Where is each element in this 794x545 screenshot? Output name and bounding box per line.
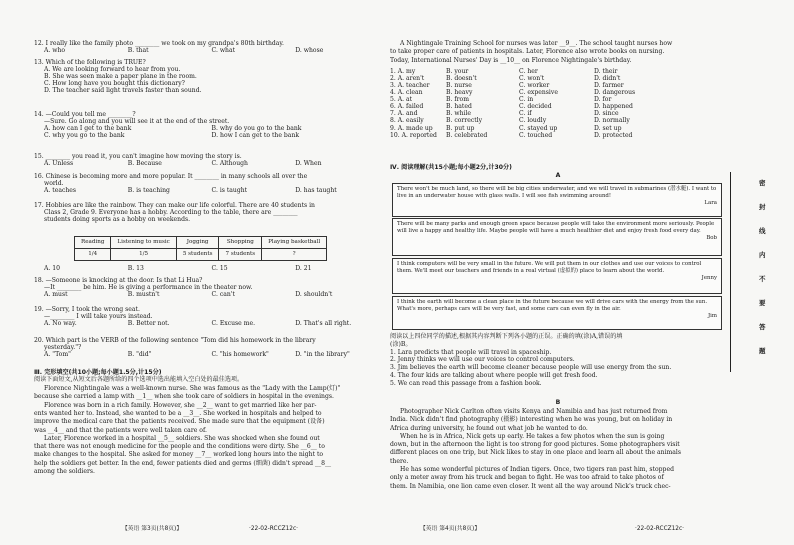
option-a[interactable]: 4. A. clean	[390, 89, 423, 97]
dialogue-reply: —Sure. Go along and you will see it at the end of the street.	[44, 118, 230, 126]
option-c[interactable]: C. worker	[519, 82, 550, 90]
tf-instructions-cont: (涂)B。	[390, 340, 412, 348]
option-d[interactable]: D. has taught	[295, 187, 337, 195]
page-footer: 【英语 第4页(共8页)】	[420, 526, 481, 532]
passage-line: to take proper care of patients in hospitals. Later, Florence also wrote books on nursing.	[390, 48, 665, 56]
passage-line: India. Nick didn't find photography (摄影) interesting when he was young, but on holiday in	[390, 416, 673, 424]
question-16	[34, 173, 379, 194]
seal-char: 要	[759, 299, 766, 307]
option-a[interactable]: 6. A. failed	[390, 103, 424, 111]
question-18	[34, 277, 379, 298]
table-cell: 1/5	[111, 249, 176, 261]
option-b[interactable]: B. nurse	[446, 82, 472, 90]
section-title: Ⅲ. 完形填空(共10小题;每小题1.5分,计15分)	[34, 369, 162, 376]
passage-line: different places on one trip, but Nick likes to stay in one place and learn all about the animals	[390, 449, 682, 457]
section-3	[34, 369, 379, 476]
options	[34, 187, 379, 194]
passage-line: make changes to the hospital. She asked for money __7__ worked long hours into the night to	[34, 451, 324, 459]
option-row	[390, 75, 726, 82]
tf-item: 4. The four kids are talking about where people will get fresh food.	[390, 371, 598, 379]
table-cell: 5 students	[176, 249, 219, 261]
option-a[interactable]: A. 10	[44, 265, 61, 272]
passage-line: Florence Nightingale was a well-known nurse. She was famous as the "Lady with the Lamp(灯)"	[44, 385, 341, 393]
section-4	[390, 164, 726, 171]
option-b[interactable]: B. celebrated	[446, 131, 488, 139]
option-c[interactable]: C. Although	[211, 160, 248, 168]
seal-char: 题	[759, 347, 766, 355]
option-c[interactable]: C. her	[519, 68, 538, 75]
passage-line: down, but in the afternoon the light is too strong for good pictures. Some photographers visit	[390, 441, 680, 449]
box-author: Jim	[708, 313, 717, 320]
option-row	[390, 96, 726, 103]
option-d[interactable]: D. That's all right.	[295, 320, 352, 328]
passage-line: only a meter away from his truck and began to fight. He was too afraid to take photos of	[390, 474, 664, 482]
option-b[interactable]: B. She was seen make a paper plane in the room.	[44, 73, 197, 81]
option-a[interactable]: 9. A. made up	[390, 124, 433, 132]
options-row-2	[34, 132, 379, 139]
question-stem: 12. I really like the family photo ________ we took on my grandpa's 80th birthday.	[34, 40, 284, 47]
option-d[interactable]: D. shouldn't	[295, 291, 333, 299]
option-a[interactable]: A. "Tom"	[44, 351, 71, 359]
option-b[interactable]: B. that	[127, 47, 149, 55]
option-d[interactable]: D. 21	[295, 265, 312, 272]
table-row	[75, 249, 327, 261]
option-a[interactable]: 1. A. my	[390, 68, 416, 75]
option-b[interactable]: B. from	[446, 96, 469, 104]
table-header: Reading	[75, 237, 111, 249]
option-a[interactable]: A. Unless	[44, 160, 74, 168]
cloze-options	[390, 68, 726, 139]
options	[34, 291, 379, 298]
question-14	[34, 111, 379, 139]
box-author: Lara	[704, 200, 717, 207]
options	[34, 351, 379, 358]
question-stem: 15. ________ you read it, you can't imagine how moving the story is.	[34, 153, 242, 160]
option-row	[390, 89, 726, 96]
option-d[interactable]: D. farmer	[594, 82, 624, 90]
page-code: ·22-02-RCCZ12c·	[249, 526, 298, 532]
option-c[interactable]: C. in	[519, 96, 534, 104]
dialogue-reply: —It ________ be him. He is giving a performance in the theater now.	[44, 284, 253, 292]
options	[34, 320, 379, 327]
passage-line: When he is in Africa, Nick gets up early. He takes a few photos when the sun is going	[400, 432, 665, 440]
passage-line: A Nightingale Training School for nurses was later __9__. The school taught nurses how	[400, 40, 673, 47]
passage-b	[390, 408, 726, 491]
speech-box-jim	[392, 296, 722, 330]
box-text: I think computers will be very small in the future. We will put them in our clothes and use our voices to control them. We'll meet our teachers and friends in a real virtual (虚拟的) place to learn about the world.	[397, 261, 702, 275]
question-stem: 20. Which part is the VERB of the following sentence "Tom did his homework in the library	[34, 337, 316, 344]
option-c[interactable]: C. if	[519, 110, 532, 118]
option-d[interactable]: D. how I can get to the bank	[211, 132, 300, 140]
option-a[interactable]: 3. A. teacher	[390, 82, 430, 90]
option-c[interactable]: C. loudly	[519, 117, 547, 125]
option-d[interactable]: D. The teacher said light travels faster than sound.	[44, 87, 202, 95]
option-c[interactable]: C. "his homework"	[211, 351, 269, 359]
speech-box-jenny	[392, 258, 722, 294]
option-d[interactable]: D. for	[594, 96, 612, 104]
tf-item: 3. Jim believes the earth will become cleaner because people will use energy from the sun.	[390, 364, 672, 372]
passage-line: there.	[390, 457, 409, 465]
seal-char: 不	[759, 275, 766, 283]
option-d[interactable]: D. whose	[295, 47, 324, 55]
passage-label-b: B	[555, 399, 561, 406]
question-17-options	[34, 265, 379, 272]
seal-char: 封	[759, 203, 766, 211]
seal-char: 答	[759, 323, 766, 331]
section-instructions: 阅读下面短文,从短文后各题所给的四个选项中选出能填入空白处的最佳选项。	[34, 376, 244, 384]
passage-line: improve the medical care that the patients received. She made sure that the equipment (设备)	[34, 418, 325, 426]
question-stem: 13. Which of the following is TRUE?	[34, 59, 146, 66]
question-19	[34, 306, 379, 327]
option-c[interactable]: C. 15	[211, 265, 228, 272]
question-stem-cont: students doing sports as a hobby on weekends.	[44, 216, 191, 224]
table-cell: 7 students	[219, 249, 262, 261]
option-row	[390, 82, 726, 89]
option-a[interactable]: 8. A. easily	[390, 117, 424, 125]
option-b[interactable]: B. mustn't	[127, 291, 160, 299]
passage-line: Africa during university, he found out what job he wanted to do.	[390, 424, 588, 432]
tf-item: 5. We can read this passage from a fashion book.	[390, 379, 542, 387]
option-a[interactable]: A. who	[44, 47, 66, 55]
option-d[interactable]: D. their	[594, 68, 618, 75]
passage-line: He has some wonderful pictures of Indian tigers. Once, two tigers ran past him, stopped	[400, 465, 674, 473]
question-stem-cont: world.	[44, 180, 64, 188]
option-c[interactable]: C. why you go to the bank	[44, 132, 125, 140]
section-title: Ⅳ. 阅读理解(共15小题;每小题2分,计30分)	[390, 164, 512, 171]
option-d[interactable]: D. dangerous	[594, 89, 636, 97]
question-13	[34, 59, 379, 94]
option-b[interactable]: B. why do you go to the bank	[211, 125, 302, 133]
option-row	[390, 125, 726, 132]
box-text: I think the earth will become a clean place in the future because we will drive cars with the energy from the sun. What's more, perhaps cars will be very fast, and some cars can even fly in the air.	[397, 299, 708, 313]
option-a[interactable]: A. No way.	[44, 320, 77, 328]
question-stem: 16. Chinese is becoming more and more popular. It ________ in many schools all over the	[34, 173, 308, 180]
question-20	[34, 337, 379, 358]
option-d[interactable]: D. set up	[594, 124, 622, 132]
seal-line-sidebar	[730, 172, 794, 372]
option-a[interactable]: 7. A. and	[390, 110, 418, 118]
seal-char: 密	[759, 179, 766, 187]
option-a[interactable]: A. how can I get to the bank	[44, 125, 132, 133]
option-b[interactable]: B. "did"	[127, 351, 152, 359]
option-d[interactable]: D. since	[594, 110, 619, 118]
option-d[interactable]: D. normally	[594, 117, 630, 125]
question-stem: 18. —Someone is knocking at the door. Is that Li Hua?	[34, 277, 203, 284]
speech-box-lara	[392, 183, 722, 217]
option-d[interactable]: D. When	[295, 160, 322, 168]
option-a[interactable]: A. We are looking forward to hear from you.	[44, 66, 181, 74]
option-b[interactable]: B. Better not.	[127, 320, 170, 328]
table-header: Jogging	[176, 237, 219, 249]
table-header: Shopping	[219, 237, 262, 249]
passage-line: that there was not enough medicine for the people and the conditions were dirty. She __6__ to	[34, 443, 325, 451]
question-12	[34, 40, 379, 54]
option-c[interactable]: C. How long have you bought this dictionary?	[44, 80, 185, 88]
options	[34, 47, 379, 54]
option-c[interactable]: C. stayed up	[519, 124, 558, 132]
passage-line: Today, International Nurses' Day is __10__ on Florence Nightingale's birthday.	[390, 56, 632, 64]
option-a[interactable]: 5. A. at	[390, 96, 413, 104]
option-b[interactable]: B. doesn't	[446, 75, 477, 83]
table-header-row	[75, 237, 327, 249]
option-b[interactable]: B. correctly	[446, 117, 483, 125]
table-cell: 1/4	[75, 249, 111, 261]
question-17	[34, 202, 379, 223]
option-c[interactable]: C. won't	[519, 75, 545, 83]
option-b[interactable]: B. while	[446, 110, 471, 118]
option-b[interactable]: B. put up	[446, 124, 475, 132]
option-a[interactable]: 2. A. aren't	[390, 75, 425, 83]
question-stem: 19. —Sorry, I took the wrong seat.	[34, 306, 140, 313]
option-b[interactable]: B. Because	[127, 160, 162, 168]
option-b[interactable]: B. is teaching	[127, 187, 170, 195]
option-c[interactable]: C. can't	[211, 291, 235, 299]
option-a[interactable]: A. must	[44, 291, 68, 299]
passage-line: Later, Florence worked in a hospital __5__ soldiers. She was shocked when she found out	[44, 434, 320, 442]
dialogue-reply: —________ I will take yours instead.	[44, 313, 153, 321]
tf-item: 2. Jenny thinks we will use our voices to control computers.	[390, 356, 575, 364]
passage-line: help the soldiers get better. In the end, fewer patients died and germs (细菌) didn't spread __8__	[34, 459, 332, 467]
left-page	[34, 0, 379, 545]
box-author: Bob	[706, 235, 717, 242]
option-d[interactable]: D. happened	[594, 103, 633, 111]
options	[34, 160, 379, 167]
box-author: Jenny	[701, 275, 717, 282]
option-c[interactable]: C. decided	[519, 103, 552, 111]
options-row-1	[34, 125, 379, 132]
passage-line: because she carried a lamp with __1__ when she took care of soldiers in hospital in the evenings.	[34, 393, 334, 401]
option-b[interactable]: B. your	[446, 68, 469, 75]
page-footer: 【英语 第3页(共8页)】	[122, 526, 183, 532]
table-header: Playing basketball	[262, 237, 327, 249]
option-row	[390, 68, 726, 75]
option-row	[390, 117, 726, 124]
table-header: Listening to music	[111, 237, 176, 249]
option-c[interactable]: C. Excuse me.	[211, 320, 256, 328]
seal-char: 内	[759, 251, 766, 259]
right-page	[390, 0, 726, 545]
option-c[interactable]: C. is taught	[211, 187, 248, 195]
option-a[interactable]: 10. A. reported	[390, 131, 437, 139]
option-d[interactable]: D. "in the library"	[295, 351, 350, 359]
question-stem-cont: yesterday."?	[44, 344, 82, 352]
option-row	[390, 132, 726, 139]
cloze-continued	[390, 40, 726, 65]
hobby-table	[74, 236, 327, 261]
box-text: There won't be much land, so there will be big cities underwater, and we will travel in submarines (潜水艇). I want to live in an underwater house with glass walls. I will see fish swimming around!	[397, 186, 717, 200]
passage-line: was __4__ and that the patients were well taken care of.	[34, 426, 207, 434]
question-stem: 17. Hobbies are like the rainbow. They can make our life colorful. There are 40 students in	[34, 202, 315, 209]
option-b[interactable]: B. heavy	[446, 89, 473, 97]
option-c[interactable]: C. touched	[519, 131, 553, 139]
option-a[interactable]: A. teaches	[44, 187, 77, 195]
seal-char: 线	[759, 227, 766, 235]
option-row	[390, 110, 726, 117]
option-d[interactable]: D. didn't	[594, 75, 621, 83]
option-d[interactable]: D. protected	[594, 131, 633, 139]
option-b[interactable]: B. 13	[127, 265, 144, 272]
passage-label-a: A	[555, 172, 561, 179]
box-text: There will be many parks and enough green space because people will take the environment more seriously. People will live a happy and healthy life. Maybe people will have a much healthier diet and enjoy fresh food every day.	[397, 221, 715, 235]
question-stem-cont: Class 2, Grade 9. Everyone has a hobby. According to the table, there are ________	[44, 209, 298, 217]
option-b[interactable]: B. hated	[446, 103, 472, 111]
option-c[interactable]: C. what	[211, 47, 236, 55]
tf-instructions: 阅读以上四位同学的描述,根据其内容判断下列各小题的正误。正确的填(涂)A,错误的填	[390, 333, 623, 340]
tf-item: 1. Lara predicts that people will travel in spaceship.	[390, 348, 552, 356]
cloze-passage	[34, 385, 379, 476]
question-stem: 14. —Could you tell me ________?	[34, 111, 136, 118]
option-c[interactable]: C. expensive	[519, 89, 558, 97]
passage-line: among the soldiers.	[34, 467, 95, 475]
table-cell: ?	[262, 249, 327, 261]
passage-line: Photographer Nick Carlton often visits Kenya and Namibia and has just returned from	[400, 408, 668, 415]
speech-box-bob	[392, 218, 722, 256]
page-code: ·22-02-RCCZ12c·	[635, 526, 684, 532]
question-15	[34, 153, 379, 167]
true-false-section	[390, 333, 726, 388]
passage-line: them. In Namibia, one lion came even closer. It went all the way around Nick's truck chec-	[390, 482, 671, 490]
option-row	[390, 103, 726, 110]
passage-line: Florence was born in a rich family. However, she __2__ want to get married like her par-	[44, 401, 317, 409]
passage-line: ents wanted her to. Instead, she wanted to be a __3__. She worked in hospitals and helped to	[34, 409, 322, 417]
